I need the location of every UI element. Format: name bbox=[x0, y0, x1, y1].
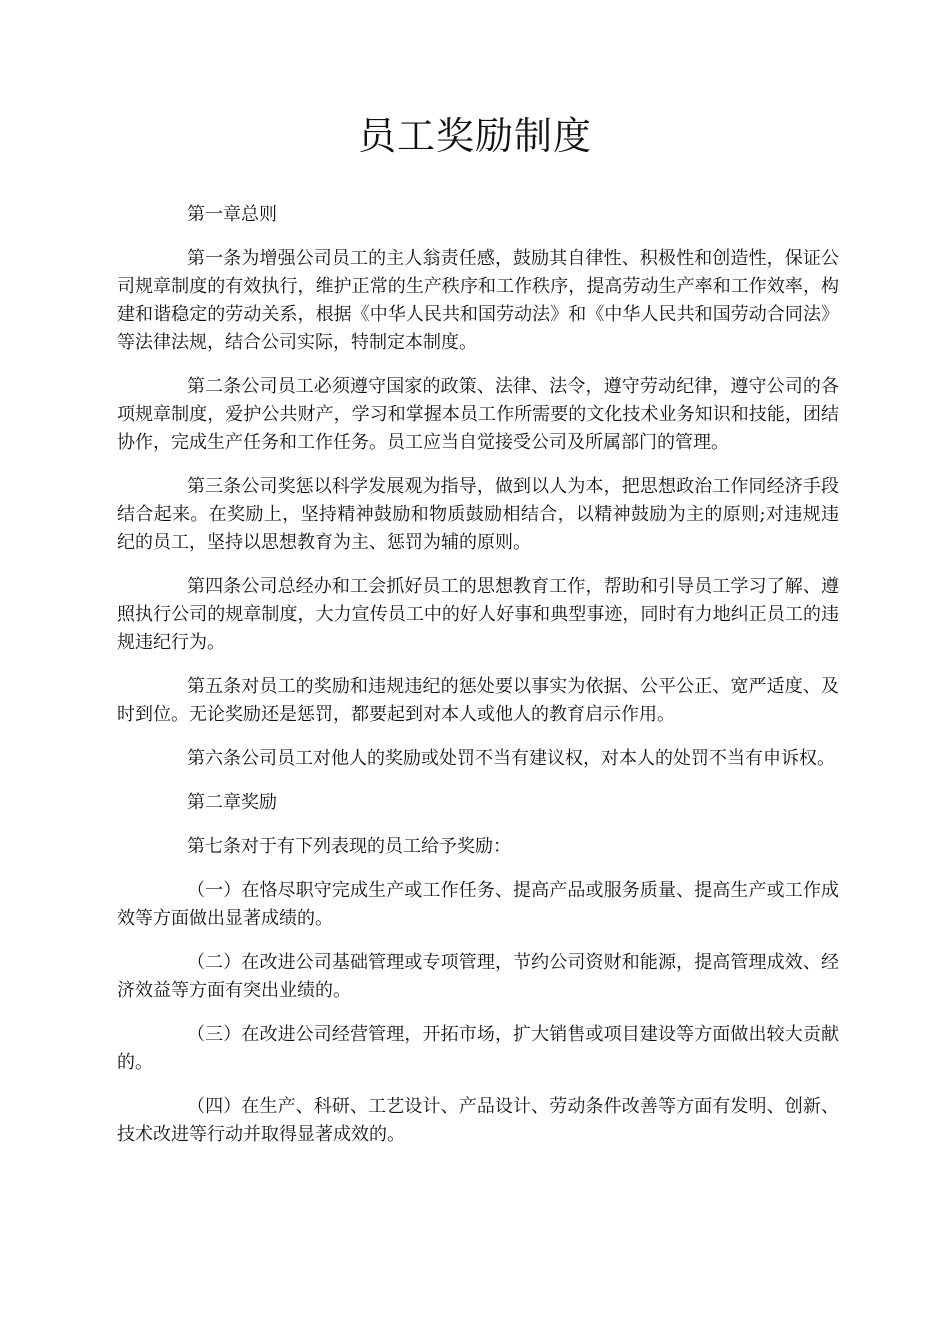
chapter-heading: 第二章奖励 bbox=[187, 792, 277, 813]
list-item: （三）在改进公司经营管理，开拓市场，扩大销售或项目建设等方面做出较大贡献的。 bbox=[117, 1024, 839, 1073]
document-body bbox=[117, 201, 839, 1165]
list-item: （四）在生产、科研、工艺设计、产品设计、劳动条件改善等方面有发明、创新、技术改进等行动并取得显著成效的。 bbox=[117, 1096, 839, 1145]
article-paragraph: 第四条公司总经办和工会抓好员工的思想教育工作，帮助和引导员工学习了解、遵照执行公司的规章制度，大力宣传员工中的好人好事和典型事迹，同时有力地纠正员工的违规违纪行为。 bbox=[117, 576, 839, 653]
article-paragraph: 第一条为增强公司员工的主人翁责任感，鼓励其自律性、积极性和创造性，保证公司规章制度的有效执行，维护正常的生产秩序和工作秩序，提高劳动生产率和工作效率，构建和谐稳定的劳动关系，根据《中华人民共和国劳动法》和《中华人民共和国劳动合同法》等法律法规，结合公司实际，特制定本制度。 bbox=[117, 248, 839, 353]
article-paragraph: 第三条公司奖惩以科学发展观为指导，做到以人为本，把思想政治工作同经济手段结合起来。在奖励上，坚持精神鼓励和物质鼓励相结合，以精神鼓励为主的原则;对违规违纪的员工，坚持以思想教育为主、惩罚为辅的原则。 bbox=[117, 476, 839, 553]
article-paragraph: 第七条对于有下列表现的员工给予奖励： bbox=[187, 836, 511, 857]
article-paragraph: 第二条公司员工必须遵守国家的政策、法律、法令，遵守劳动纪律，遵守公司的各项规章制度，爱护公共财产，学习和掌握本员工作所需要的文化技术业务知识和技能，团结协作，完成生产任务和工作任务。员工应当自觉接受公司及所属部门的管理。 bbox=[117, 376, 839, 453]
list-item: （一）在恪尽职守完成生产或工作任务、提高产品或服务质量、提高生产或工作成效等方面做出显著成绩的。 bbox=[117, 880, 839, 929]
article-paragraph: 第五条对员工的奖励和违规违纪的惩处要以事实为依据、公平公正、宽严适度、及时到位。无论奖励还是惩罚，都要起到对本人或他人的教育启示作用。 bbox=[117, 676, 839, 725]
list-item: （二）在改进公司基础管理或专项管理，节约公司资财和能源，提高管理成效、经济效益等方面有突出业绩的。 bbox=[117, 952, 839, 1001]
document-title: 员工奖励制度 bbox=[357, 114, 592, 158]
article-paragraph: 第六条公司员工对他人的奖励或处罚不当有建议权，对本人的处罚不当有申诉权。 bbox=[187, 748, 835, 769]
chapter-heading: 第一章总则 bbox=[187, 204, 277, 225]
